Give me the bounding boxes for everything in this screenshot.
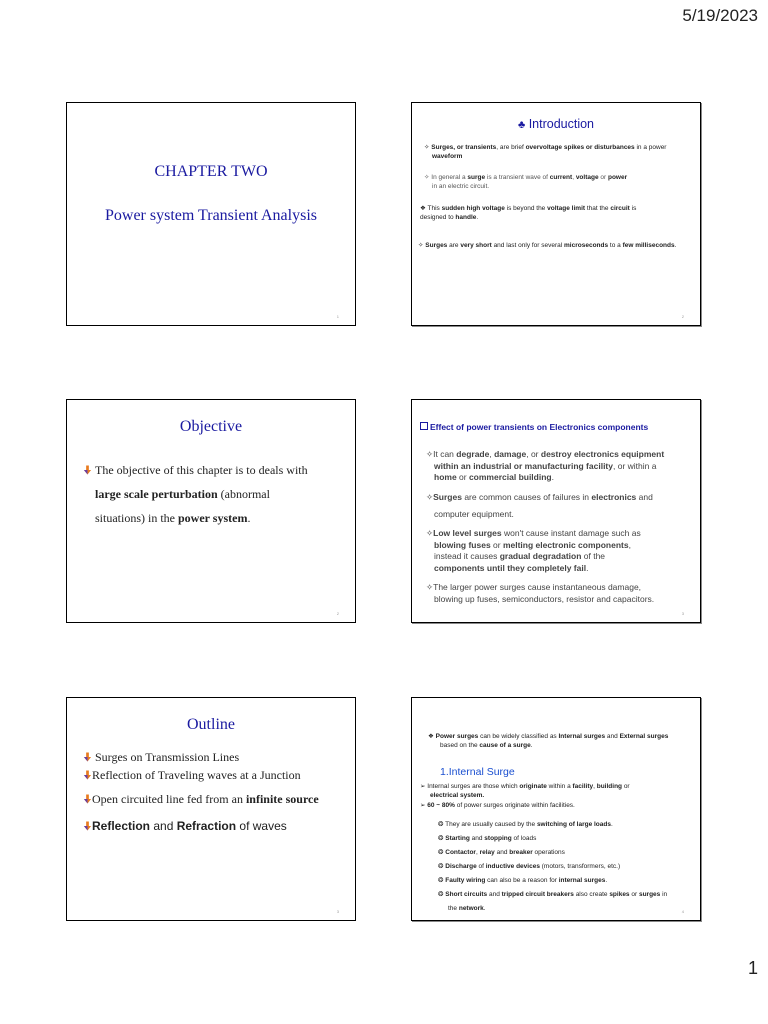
down-arrow-bullet-icon xyxy=(83,465,92,475)
effect-bullet-2: ✧Surges are common causes of failures in electronics and computer equipment. xyxy=(426,492,653,519)
outline-list xyxy=(83,750,355,837)
cause-item-6: ❂ Short circuits and tripped circuit breakers also create spikes or surges in the network. xyxy=(438,891,668,912)
objective-line-3: situations) in the power system. xyxy=(95,511,251,525)
outline-item-3: Open circuited line fed from an infinite source xyxy=(83,792,355,819)
objective-text xyxy=(83,458,353,530)
slide-title: Outline xyxy=(187,716,235,733)
intro-bullet-1: ✧ Surges, or transients, are brief overvoltage spikes or disturbances in a power waveform xyxy=(424,144,667,160)
slide-1 xyxy=(66,102,356,326)
slide-title: ♣ Introduction xyxy=(517,117,595,131)
intro-bullet-3: ❖ This sudden high voltage is beyond the voltage limit that the circuit is designed to handle. xyxy=(420,205,637,221)
page-number: 1 xyxy=(747,958,758,978)
diamond-bullet-icon: ✧ xyxy=(426,449,434,459)
classification-intro: ❖ Power surges can be widely classified as Internal surges and External surges based on the cause of a surge. xyxy=(428,733,669,749)
slide-title: Objective xyxy=(179,418,243,435)
slide-number: 1 xyxy=(336,314,339,319)
down-arrow-bullet-icon xyxy=(83,770,92,780)
diamond-bullet-icon: ❖ xyxy=(420,205,426,212)
diamond-bullet-icon: ✧ xyxy=(426,528,434,538)
slide-title: Effect of power transients on Electronics components xyxy=(420,422,648,432)
gear-bullet-icon: ❂ xyxy=(438,863,444,870)
slide-number: 2 xyxy=(336,611,339,616)
slide-5 xyxy=(66,697,356,921)
slide-3 xyxy=(66,399,356,623)
gear-bullet-icon: ❂ xyxy=(438,891,444,898)
diamond-bullet-icon: ✧ xyxy=(424,144,430,151)
down-arrow-bullet-icon xyxy=(83,752,92,762)
cause-item-2: ❂ Starting and stopping of loads xyxy=(438,835,537,842)
effect-bullet-1: ✧It can degrade, damage, or destroy electronics equipment within an industrial or manufacturing facility, or within a home or commercial building. xyxy=(426,449,665,482)
diamond-bullet-icon: ✧ xyxy=(426,582,434,592)
club-icon: ♣ xyxy=(517,119,526,131)
slide-4 xyxy=(411,399,701,623)
outline-item-1: Surges on Transmission Lines xyxy=(83,750,355,768)
diamond-bullet-icon: ✧ xyxy=(424,174,430,181)
cause-item-1: ❂ They are usually caused by the switching of large loads. xyxy=(438,821,613,828)
cause-list xyxy=(438,818,700,916)
effect-bullet-4: ✧The larger power surges cause instantaneous damage, blowing up fuses, semiconductors, resistor and capacitors. xyxy=(426,582,655,604)
diamond-bullet-icon: ✧ xyxy=(418,242,424,249)
cause-item-4: ❂ Discharge of inductive devices (motors, transformers, etc.) xyxy=(438,863,621,870)
gear-bullet-icon: ❂ xyxy=(438,835,444,842)
outline-item-4: Reflection and Refraction of waves xyxy=(83,819,355,837)
arrow-bullet-icon: ➢ xyxy=(420,802,426,809)
print-date: 5/19/2023 xyxy=(682,6,758,25)
down-arrow-bullet-icon xyxy=(83,794,92,804)
gear-bullet-icon: ❂ xyxy=(438,821,444,828)
diamond-bullet-icon: ❖ xyxy=(428,733,434,740)
arrow-bullet-1: ➢ Internal surges are those which originate within a facility, building or electrical system. xyxy=(420,783,630,799)
cause-item-3: ❂ Contactor, relay and breaker operations xyxy=(438,849,565,856)
objective-line-1: The objective of this chapter is to deals with xyxy=(83,458,353,482)
slide-number: 2 xyxy=(681,314,684,319)
intro-bullet-4: ✧ Surges are very short and last only for several microseconds to a few milliseconds. xyxy=(418,242,677,249)
checkbox-bullet-icon xyxy=(420,422,428,430)
cause-item-5: ❂ Faulty wiring can also be a reason for internal surges. xyxy=(438,877,608,884)
slide-2 xyxy=(411,102,701,326)
outline-item-2: Reflection of Traveling waves at a Junction xyxy=(83,768,355,792)
gear-bullet-icon: ❂ xyxy=(438,877,444,884)
diamond-bullet-icon: ✧ xyxy=(426,492,434,502)
arrow-bullet-icon: ➢ xyxy=(420,783,426,790)
slide-title: CHAPTER TWO xyxy=(154,163,268,180)
slide-number: 3 xyxy=(336,909,339,914)
slide-subtitle: Power system Transient Analysis xyxy=(104,207,317,224)
down-arrow-bullet-icon xyxy=(83,821,92,831)
intro-bullet-2: ✧ In general a surge is a transient wave of current, voltage or power in an electric circuit. xyxy=(424,174,628,190)
arrow-bullet-2: ➢ 60 ~ 80% of power surges originate within facilities. xyxy=(420,802,575,809)
objective-line-2: large scale perturbation (abnormal xyxy=(95,487,270,501)
effect-bullet-3: ✧Low level surges won't cause instant damage such as blowing fuses or melting electronic components, instead it causes gradual degradation of the components until they completely fail. xyxy=(426,528,641,573)
slide-number: 4 xyxy=(681,909,684,914)
slide-6 xyxy=(411,697,701,921)
gear-bullet-icon: ❂ xyxy=(438,849,444,856)
section-heading: 1.Internal Surge xyxy=(440,766,515,778)
slide-number: 3 xyxy=(681,611,684,616)
